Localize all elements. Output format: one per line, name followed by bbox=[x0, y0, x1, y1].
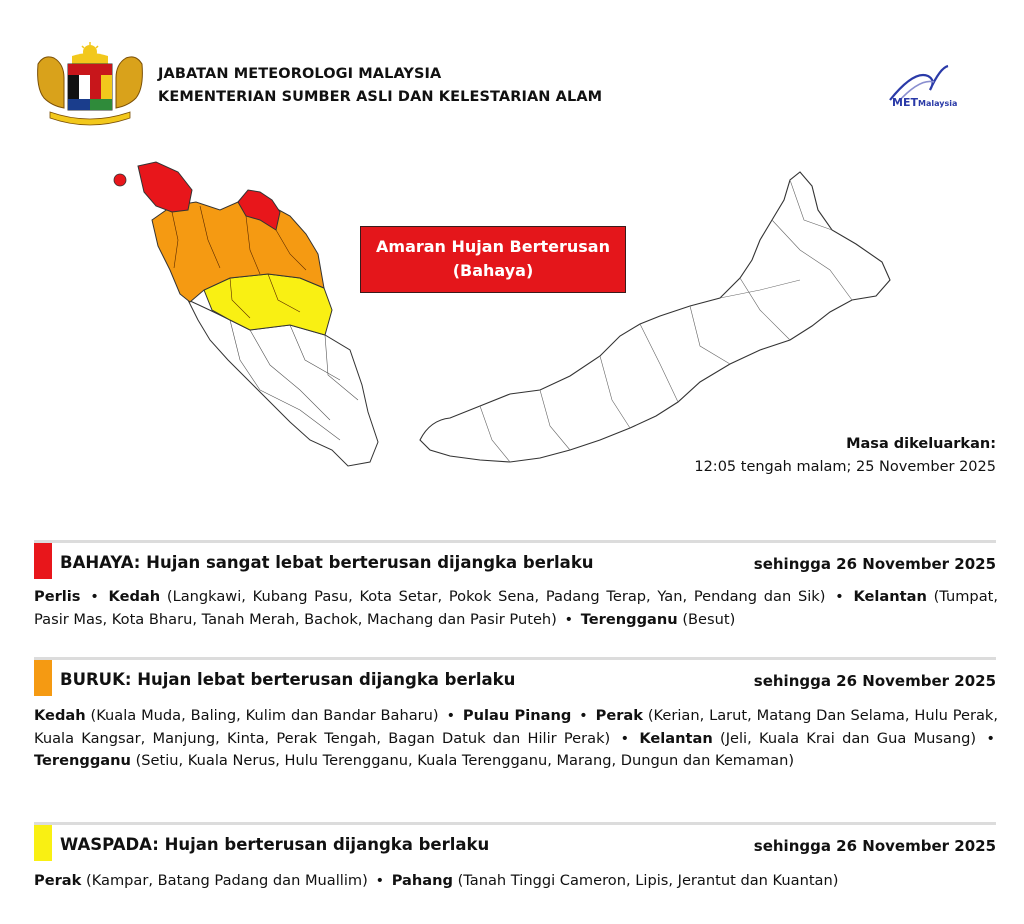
section-separator bbox=[34, 657, 996, 660]
alert-title-line1: Amaran Hujan Berterusan bbox=[376, 237, 610, 256]
ministry-name: KEMENTERIAN SUMBER ASLI DAN KELESTARIAN ALAM bbox=[158, 89, 603, 105]
malaysia-warning-map bbox=[100, 150, 920, 490]
langkawi-island bbox=[114, 174, 126, 186]
section-separator bbox=[34, 822, 996, 825]
buruk-section-until: sehingga 26 November 2025 bbox=[753, 672, 996, 690]
bahaya-areas: Perlis • Kedah (Langkawi, Kubang Pasu, Kota Setar, Pokok Sena, Padang Terap, Yan, Pendang dan Sik) • Kelantan (Tumpat, Pasir Mas, Kota Bharu, Tanah Merah, Bachok, Machang dan Pasir Puteh) • Terengganu (Besut) bbox=[34, 588, 999, 628]
organization-name: JABATAN METEOROLOGI MALAYSIA bbox=[158, 66, 442, 82]
bahaya-color-swatch bbox=[34, 543, 52, 579]
buruk-color-swatch bbox=[34, 660, 52, 696]
bahaya-region-north bbox=[138, 162, 192, 212]
section-separator bbox=[34, 540, 996, 543]
waspada-color-swatch bbox=[34, 825, 52, 861]
waspada-areas: Perak (Kampar, Batang Padang dan Muallim) • Pahang (Tanah Tinggi Cameron, Lipis, Jerantut dan Kuantan) bbox=[34, 872, 839, 889]
alert-title-box bbox=[360, 226, 626, 293]
bahaya-section-title: BAHAYA: Hujan sangat lebat berterusan dijangka berlaku bbox=[60, 553, 594, 572]
buruk-section-title: BURUK: Hujan lebat berterusan dijangka berlaku bbox=[60, 670, 516, 689]
east-malaysia-outline bbox=[420, 172, 890, 462]
buruk-areas: Kedah (Kuala Muda, Baling, Kulim dan Bandar Baharu) • Pulau Pinang • Perak (Kerian, Larut, Matang Dan Selama, Hulu Perak, Kuala Kangsar, Manjung, Kinta, Perak Tengah, Bagan Datuk dan Hilir Perak) • Kelantan (Jeli, Kuala Krai dan Gua Musang) • Terengganu (Setiu, Kuala Nerus, Hulu Terengganu, Kuala Terengganu, Marang, Dungun dan Kemaman) bbox=[34, 707, 999, 769]
met-logo-subtext: Malaysia bbox=[918, 99, 958, 108]
met-malaysia-logo bbox=[884, 60, 996, 112]
bahaya-section-until: sehingga 26 November 2025 bbox=[753, 555, 996, 573]
waspada-section-title: WASPADA: Hujan berterusan dijangka berlaku bbox=[60, 835, 490, 854]
waspada-section-until: sehingga 26 November 2025 bbox=[753, 837, 996, 855]
issued-time-value: 12:05 tengah malam; 25 November 2025 bbox=[694, 459, 996, 475]
malaysia-coat-of-arms-logo bbox=[30, 42, 150, 126]
met-logo-text: MET bbox=[892, 96, 918, 109]
issued-time-label: Masa dikeluarkan: bbox=[846, 436, 996, 452]
alert-title-line2: (Bahaya) bbox=[452, 261, 534, 280]
